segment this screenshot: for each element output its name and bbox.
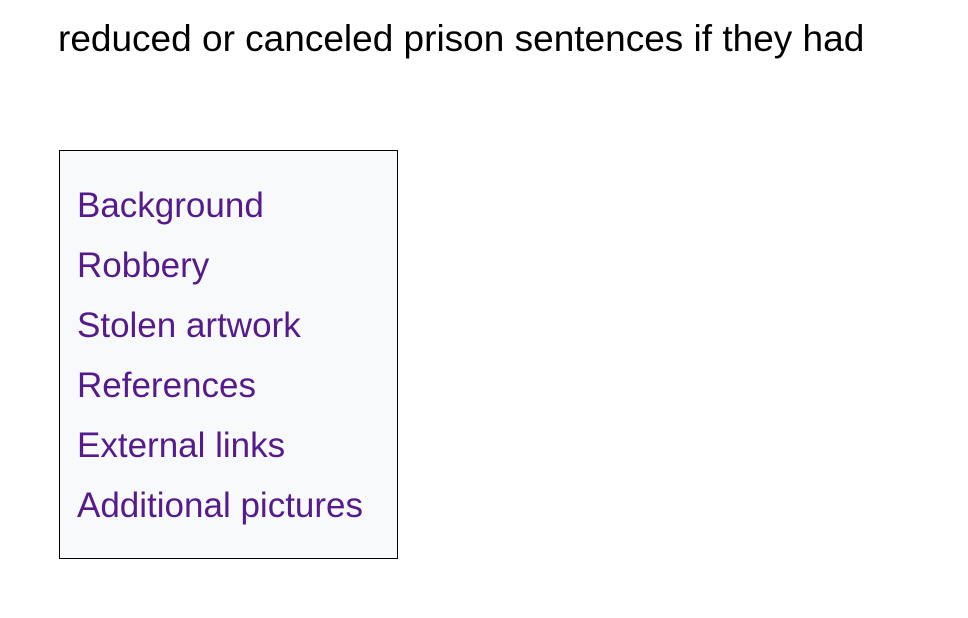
article-text-line: reduced or canceled prison sentences if they had — [58, 18, 865, 59]
toc-link-stolen-artwork[interactable]: Stolen artwork — [77, 306, 301, 345]
toc-item — [77, 421, 363, 481]
toc-link-robbery[interactable]: Robbery — [77, 246, 210, 285]
toc-link-external-links[interactable]: External links — [77, 426, 286, 465]
toc-link-references[interactable]: References — [77, 366, 256, 405]
toc-item — [77, 181, 363, 241]
toc-item — [77, 301, 363, 361]
table-of-contents — [59, 150, 398, 559]
toc-link-background[interactable]: Background — [77, 186, 264, 225]
toc-item — [77, 361, 363, 421]
toc-link-additional-pictures[interactable]: Additional pictures — [77, 486, 363, 525]
toc-item — [77, 241, 363, 301]
toc-list — [77, 181, 363, 541]
toc-item — [77, 481, 363, 541]
